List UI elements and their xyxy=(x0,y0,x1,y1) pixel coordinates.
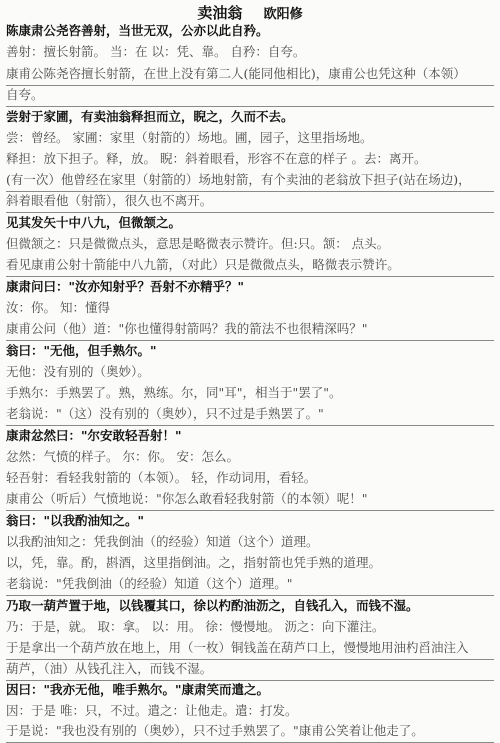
annotation-line: 乃：于是，就。 取：拿。 以：用。 徐：慢慢地。 沥之：向下灌注。 xyxy=(6,619,385,634)
translation-line: 老翁说："（这）没有别的（奥妙），只不过是手熟罢了。" xyxy=(6,405,494,426)
translation-line: 康甫公问（他）道："你也懂得射箭吗？我的箭法不也很精深吗？" xyxy=(6,320,494,341)
annotation-line: 忿然：气愤的样子。 尔：你。 安：怎么。 xyxy=(6,449,239,464)
translation-line: 康甫公（听后）气愤地说："你怎么敢看轻我射箭（的本领）呢！" xyxy=(6,490,494,511)
translation-line: 自夸。 xyxy=(6,86,494,107)
document-author: 欧阳修 xyxy=(263,7,303,22)
annotation-line: 无他：没有别的（奥妙）。 xyxy=(6,364,150,379)
translation-line: 老翁说："凭我倒油（的经验）知道（这个）道理。" xyxy=(6,575,494,596)
original-text-line: 见其发矢十中八九，但微颔之。 xyxy=(6,215,182,230)
original-text-line: 尝射于家圃，有卖油翁释担而立，睨之，久而不去。 xyxy=(6,109,294,124)
annotation-line: 因：于是 唯：只，不过。遣之：让他走。遣：打发。 xyxy=(6,703,298,718)
original-text-line: 康肃问曰："汝亦知射乎？吾射不亦精乎？" xyxy=(6,279,245,294)
annotation-line: 但微颔之：只是微微点头，意思是略微表示赞许。但:只。颔： 点头。 xyxy=(6,236,390,251)
document-title-row xyxy=(0,2,500,23)
translation-line: 斜着眼看他（射箭），很久也不离开。 xyxy=(6,192,494,213)
original-text-line: 翁曰："无他，但手熟尔。" xyxy=(6,343,157,358)
annotation-line: 尝：曾经。 家圃：家里（射箭的）场地。圃，园子，这里指场地。 xyxy=(6,130,373,145)
translation-line: 于是说："我也没有别的（奥妙），只不过手熟罢了。"康甫公笑着让他走了。 xyxy=(6,722,494,743)
annotation-line: 手熟尔：手熟罢了。熟，熟练。尔，同"耳"，相当于"罢了"。 xyxy=(6,385,342,400)
translation-line: 看见康甫公射十箭能中八九箭，（对此）只是微微点头，略微表示赞许。 xyxy=(6,256,494,277)
translation-line: (有一次）他曾经在家里（射箭的）场地射箭，有个卖油的老翁放下担子(站在场边)， xyxy=(6,171,494,192)
annotation-line: 释担：放下担子。释，放。 睨：斜着眼看，形容不在意的样子 。去：离开。 xyxy=(6,151,427,166)
annotation-line: 轻吾射：看轻我射箭的（本领）。 轻，作动词用，看轻。 xyxy=(6,470,317,485)
annotation-line: 以，凭，靠。酌，斟酒，这里指倒油。之，指射箭也凭手熟的道理。 xyxy=(6,555,382,570)
translation-line: 葫芦，（油）从钱孔注入，而钱不湿。 xyxy=(6,660,494,681)
original-text-line: 翁曰："以我酌油知之。" xyxy=(6,513,145,528)
translation-line: 于是拿出一个葫芦放在地上，用（一枚）铜钱盖在葫芦口上，慢慢地用油杓舀油注入 xyxy=(6,639,494,660)
annotation-line: 以我酌油知之：凭我倒油（的经验）知道（这个）道理。 xyxy=(6,534,319,549)
annotation-line: 善射：擅长射箭。 当：在 以：凭、靠。 自矜：自夸。 xyxy=(6,44,306,59)
original-text-line: 因曰："我亦无他，唯手熟尔。"康肃笑而遣之。 xyxy=(6,682,270,697)
translation-line: 康甫公陈尧咨擅长射箭，在世上没有第二人(能同他相比)，康甫公也凭这种（本领） xyxy=(6,65,494,86)
original-text-line: 乃取一葫芦置于地，以钱覆其口，徐以杓酌油沥之，自钱孔入，而钱不湿。 xyxy=(6,598,419,613)
original-text-line: 康肃忿然曰："尔安敢轻吾射！" xyxy=(6,428,182,443)
document-title: 卖油翁 xyxy=(197,4,243,22)
original-text-line: 陈康肃公尧咨善射，当世无双，公亦以此自矜。 xyxy=(6,23,269,38)
annotation-line: 汝：你。 知：懂得 xyxy=(6,300,110,315)
